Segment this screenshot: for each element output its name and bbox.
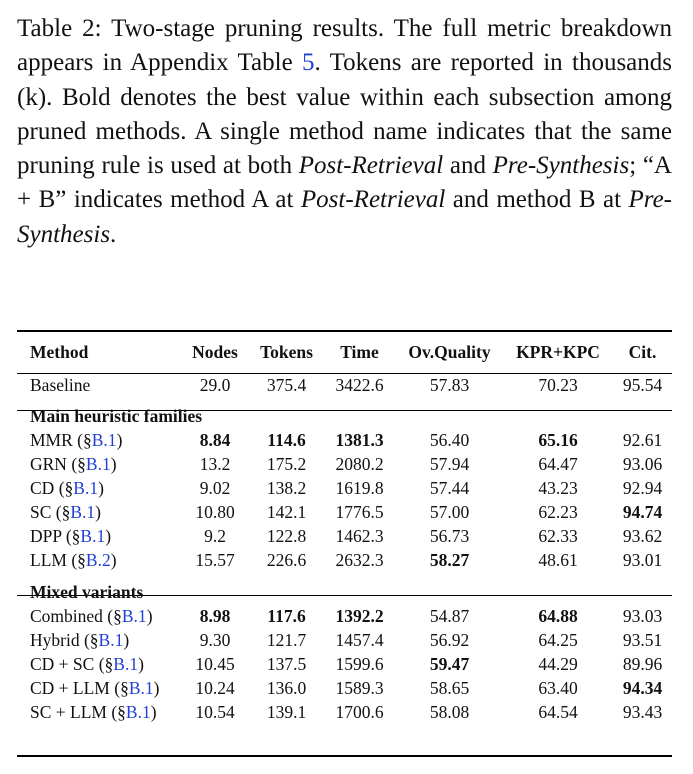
method-cell xyxy=(17,700,180,724)
metric-cell: 29.0 xyxy=(199,374,231,395)
paren-close: ) xyxy=(105,525,112,546)
method-row xyxy=(17,652,672,676)
metric-cell: 59.47 xyxy=(429,653,470,674)
paren-close: ) xyxy=(153,677,160,698)
metric-cell: 64.88 xyxy=(538,605,578,626)
metric-cell: 1776.5 xyxy=(335,501,384,522)
metric-cell: 142.1 xyxy=(266,501,307,522)
method-row xyxy=(17,604,672,628)
metric-cell: 10.54 xyxy=(195,701,235,722)
spacer-cell xyxy=(17,572,672,580)
metric-cell: 64.25 xyxy=(538,629,578,650)
metric-cell: 57.44 xyxy=(429,477,470,498)
metric-cell: 2632.3 xyxy=(335,549,384,570)
header-gap xyxy=(17,365,672,373)
method-row xyxy=(17,500,672,524)
metric-cell: 10.45 xyxy=(195,653,235,674)
metric-cell: 10.80 xyxy=(195,501,235,522)
method-cell xyxy=(17,676,180,700)
method-row xyxy=(17,452,672,476)
metric-cell: 93.62 xyxy=(622,525,663,546)
metric-cell: 93.03 xyxy=(622,605,663,626)
metric-cell: 13.2 xyxy=(199,453,231,474)
section-ref-link[interactable]: B.1 xyxy=(128,677,154,698)
section-ref-link[interactable]: B.1 xyxy=(98,629,124,650)
metric-cell: 92.94 xyxy=(622,477,663,498)
header-row xyxy=(17,339,672,365)
metric-cell: 1392.2 xyxy=(335,605,384,626)
metric-cell: 62.23 xyxy=(538,501,578,522)
column-header: Nodes xyxy=(192,341,238,362)
section-ref-link[interactable]: B.1 xyxy=(70,501,96,522)
metric-cell: 1457.4 xyxy=(335,629,384,650)
metric-cell: 64.54 xyxy=(538,701,578,722)
column-header: Tokens xyxy=(260,341,313,362)
paren-close: ) xyxy=(98,477,104,498)
paren-open: (§ xyxy=(51,501,71,522)
section-ref-link[interactable]: B.1 xyxy=(80,525,106,546)
method-row xyxy=(17,428,672,452)
metric-cell: 93.51 xyxy=(622,629,663,650)
metric-cell: 8.84 xyxy=(199,429,231,450)
metric-cell: 93.01 xyxy=(622,549,663,570)
method-row xyxy=(17,548,672,572)
caption-pre-synthesis: Pre-Synthesis xyxy=(492,152,630,180)
paren-open: (§ xyxy=(61,525,81,546)
method-name: GRN xyxy=(30,453,67,474)
section-ref-link[interactable]: B.1 xyxy=(73,477,99,498)
metric-cell: 44.29 xyxy=(538,653,578,674)
table-bottom-rule xyxy=(17,755,672,757)
metric-cell: 375.4 xyxy=(266,374,307,395)
column-header: KPR+KPC xyxy=(516,341,600,362)
section-ref-link[interactable]: B.1 xyxy=(121,605,147,626)
metric-cell: 3422.6 xyxy=(335,374,384,395)
paren-open: (§ xyxy=(102,605,122,626)
caption-and-2: and method B at xyxy=(445,186,629,214)
caption-text-3: ; “A + B” indicates method A at xyxy=(17,152,672,214)
method-cell xyxy=(17,604,180,628)
paren-open: (§ xyxy=(106,701,126,722)
results-table xyxy=(17,333,672,724)
table-top-rule xyxy=(17,330,672,332)
section-title: Mixed variants xyxy=(30,581,144,602)
metric-cell: 122.8 xyxy=(266,525,307,546)
method-cell xyxy=(17,428,180,452)
metric-cell: 70.23 xyxy=(538,374,578,395)
method-name: CD + SC xyxy=(30,653,95,674)
column-header: Time xyxy=(340,341,379,362)
paren-close: ) xyxy=(116,429,123,450)
metric-cell: 1619.8 xyxy=(335,477,384,498)
method-name: Baseline xyxy=(30,374,91,395)
metric-cell: 136.0 xyxy=(266,677,307,698)
metric-cell: 95.54 xyxy=(622,374,663,395)
metric-cell: 92.61 xyxy=(622,429,663,450)
section-ref-link[interactable]: B.1 xyxy=(91,429,117,450)
method-name: SC + LLM xyxy=(30,701,107,722)
metric-cell: 15.57 xyxy=(195,549,235,570)
spacer-cell xyxy=(17,365,672,373)
method-name: LLM xyxy=(30,549,67,570)
metric-cell: 8.98 xyxy=(199,605,231,626)
paren-close: ) xyxy=(123,629,130,650)
paren-close: ) xyxy=(138,653,144,674)
section-ref-link[interactable]: B.2 xyxy=(85,549,111,570)
caption-post-retrieval-2: Post-Retrieval xyxy=(300,186,446,214)
metric-cell: 56.92 xyxy=(429,629,470,650)
paren-close: ) xyxy=(110,453,117,474)
metric-cell: 9.30 xyxy=(199,629,231,650)
method-name: CD + LLM xyxy=(30,677,110,698)
metric-cell: 2080.2 xyxy=(335,453,384,474)
metric-cell: 48.61 xyxy=(538,549,578,570)
metric-cell: 226.6 xyxy=(266,549,307,570)
section-title-row xyxy=(17,580,672,604)
method-cell xyxy=(17,452,180,476)
caption-post-retrieval: Post-Retrieval xyxy=(298,152,444,180)
appendix-table-link[interactable]: 5 xyxy=(302,49,315,77)
caption-text-2: . Tokens are reported in thousands (k). Bold denotes the best value within each subsection among pruned methods. A single method name indicates that the same pruning rule is used at both xyxy=(17,49,672,180)
section-ref-link[interactable]: B.1 xyxy=(85,453,111,474)
metric-cell: 1381.3 xyxy=(335,429,384,450)
metric-cell: 65.16 xyxy=(538,429,578,450)
metric-cell: 10.24 xyxy=(195,677,235,698)
section-ref-link[interactable]: B.1 xyxy=(125,701,151,722)
metric-cell: 139.1 xyxy=(266,701,307,722)
method-row xyxy=(17,676,672,700)
paren-close: ) xyxy=(146,605,153,626)
metric-cell: 57.83 xyxy=(429,374,470,395)
spacer-cell xyxy=(17,397,672,404)
metric-cell: 1700.6 xyxy=(335,701,384,722)
paren-open: (§ xyxy=(94,653,114,674)
method-cell xyxy=(17,524,180,548)
paren-open: (§ xyxy=(54,477,74,498)
metric-cell: 175.2 xyxy=(266,453,307,474)
method-row xyxy=(17,628,672,652)
paren-close: ) xyxy=(95,501,101,522)
metric-cell: 58.27 xyxy=(429,549,470,570)
metric-cell: 89.96 xyxy=(622,653,663,674)
metric-cell: 58.65 xyxy=(429,677,470,698)
baseline-gap xyxy=(17,397,672,404)
paren-open: (§ xyxy=(72,429,92,450)
section-gap xyxy=(17,572,672,580)
metric-cell: 62.33 xyxy=(538,525,578,546)
paren-close: ) xyxy=(110,549,117,570)
metric-cell: 117.6 xyxy=(267,605,306,626)
metric-cell: 93.06 xyxy=(622,453,663,474)
metric-cell: 9.2 xyxy=(204,525,226,546)
caption-and-1: and xyxy=(443,152,493,180)
caption-label: Table 2: xyxy=(17,15,102,42)
metric-cell: 1462.3 xyxy=(335,525,384,546)
method-cell xyxy=(17,476,180,500)
caption-end: . xyxy=(110,220,117,248)
column-header: Cit. xyxy=(628,341,657,362)
metric-cell: 58.08 xyxy=(429,701,470,722)
method-row xyxy=(17,524,672,548)
metric-cell: 138.2 xyxy=(266,477,307,498)
metric-cell: 57.00 xyxy=(429,501,470,522)
method-cell xyxy=(17,548,180,572)
metric-cell: 94.34 xyxy=(622,677,663,698)
method-cell xyxy=(17,628,180,652)
method-cell xyxy=(17,500,180,524)
metric-cell: 94.74 xyxy=(622,501,663,522)
method-name: MMR xyxy=(30,429,73,450)
method-row xyxy=(17,700,672,724)
paren-close: ) xyxy=(150,701,157,722)
metric-cell: 114.6 xyxy=(267,429,306,450)
method-cell xyxy=(17,652,180,676)
metric-cell: 9.02 xyxy=(199,477,231,498)
paren-open: (§ xyxy=(66,453,86,474)
method-name: Hybrid xyxy=(30,629,80,650)
caption-text-1: Two-stage pruning results. The full metric breakdown appears in Appendix Table xyxy=(17,15,673,77)
metric-cell: 121.7 xyxy=(266,629,307,650)
metric-cell: 43.23 xyxy=(538,477,578,498)
metric-cell: 137.5 xyxy=(266,653,307,674)
metric-cell: 56.40 xyxy=(429,429,470,450)
caption-pre-synthesis-2: Pre-Synthesis xyxy=(17,186,672,248)
metric-cell: 54.87 xyxy=(429,605,470,626)
metric-cell: 64.47 xyxy=(538,453,578,474)
metric-cell: 93.43 xyxy=(622,701,663,722)
metric-cell: 56.73 xyxy=(429,525,470,546)
method-name: Combined xyxy=(30,605,103,626)
method-row xyxy=(17,476,672,500)
metric-cell: 57.94 xyxy=(429,453,470,474)
section-ref-link[interactable]: B.1 xyxy=(113,653,139,674)
paren-open: (§ xyxy=(109,677,129,698)
metric-cell: 63.40 xyxy=(538,677,578,698)
method-name: SC xyxy=(30,501,52,522)
section-title: Main heuristic families xyxy=(30,405,203,426)
paren-open: (§ xyxy=(66,549,86,570)
section-title-row xyxy=(17,404,672,428)
column-header: Method xyxy=(30,341,89,362)
metric-cell: 1599.6 xyxy=(335,653,384,674)
paren-open: (§ xyxy=(79,629,99,650)
metric-cell: 1589.3 xyxy=(335,677,384,698)
column-header: Ov.Quality xyxy=(408,341,491,362)
method-name: CD xyxy=(30,477,55,498)
baseline-row xyxy=(17,373,672,397)
table-caption xyxy=(17,12,672,252)
method-name: DPP xyxy=(30,525,62,546)
